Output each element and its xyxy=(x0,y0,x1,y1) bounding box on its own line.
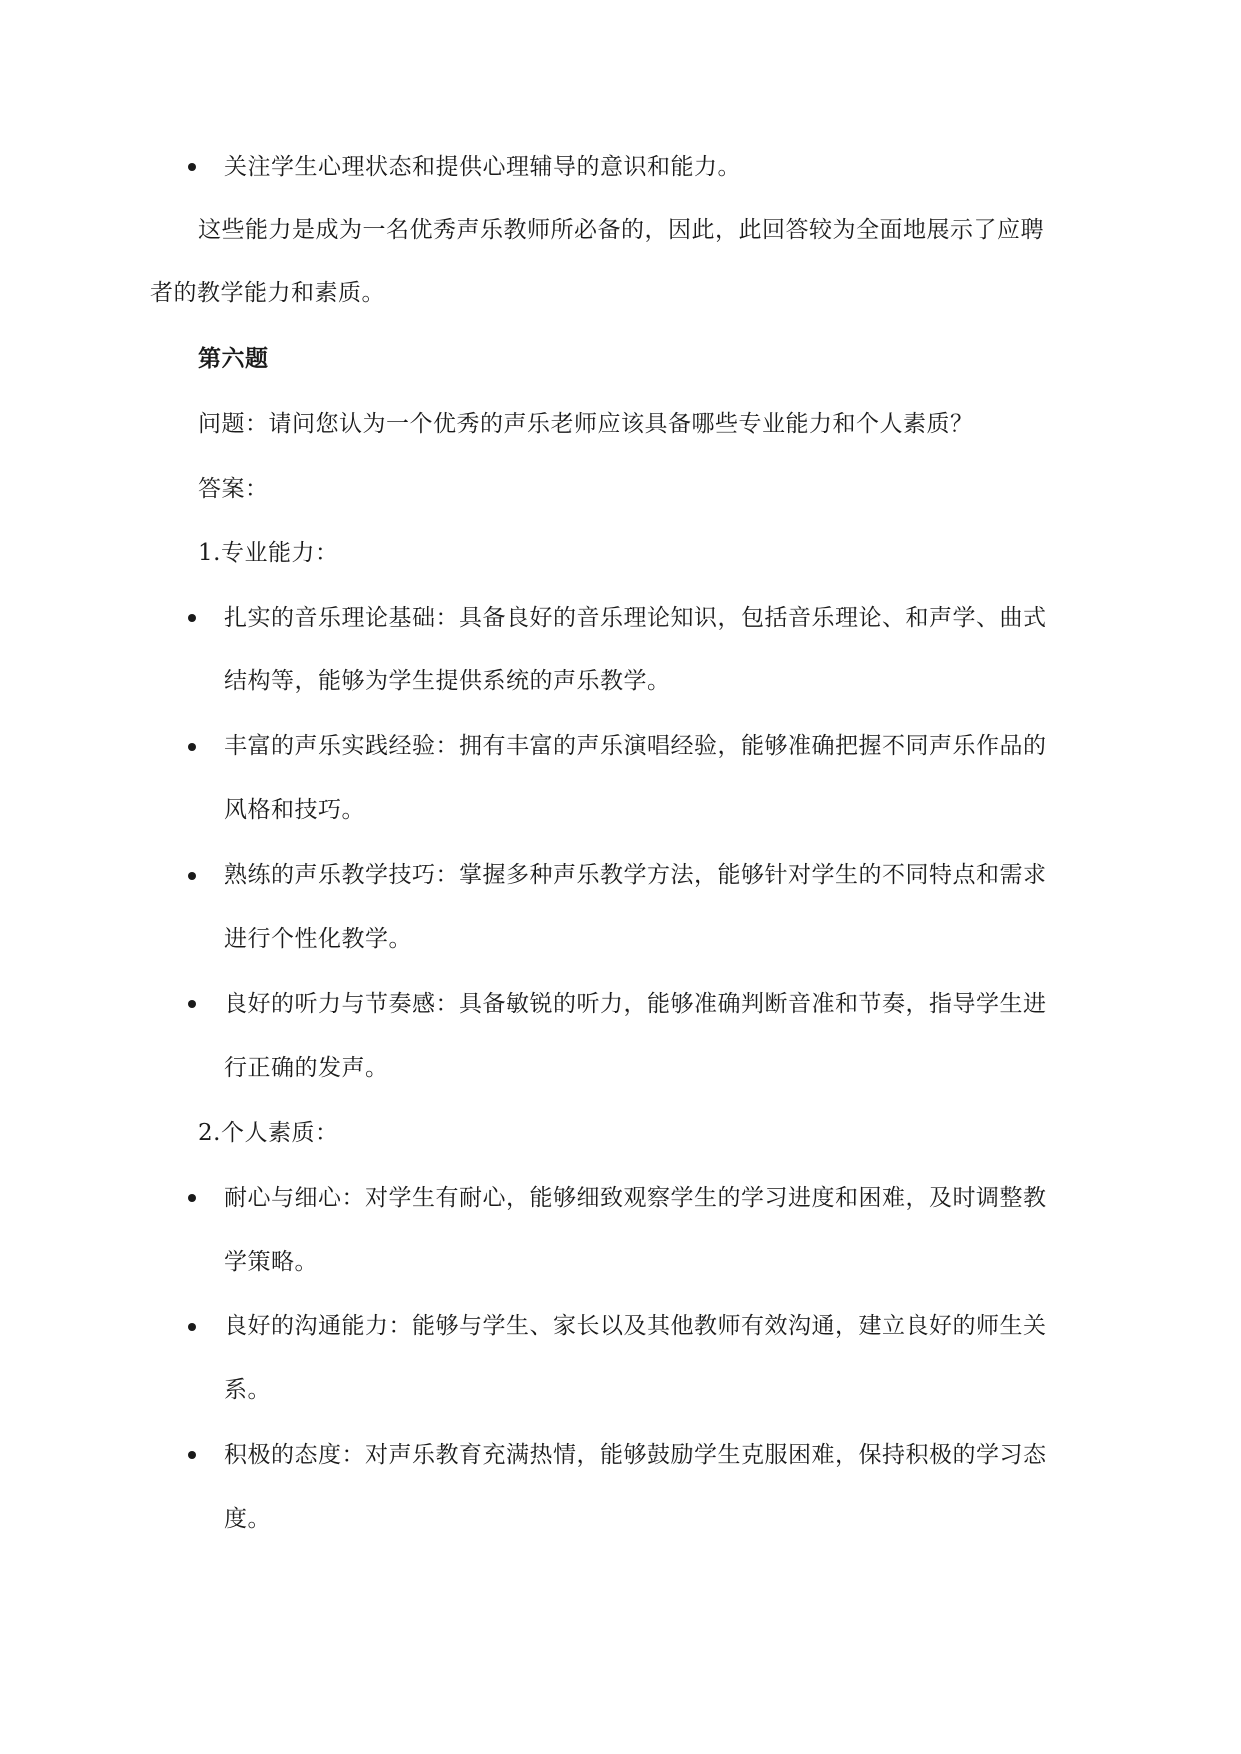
bullet-dot-icon xyxy=(188,743,196,751)
part2-item-1-line-1: 耐心与细心：对学生有耐心，能够细致观察学生的学习进度和困难，及时调整教 xyxy=(224,1185,1047,1211)
part1-title: 1.专业能力： xyxy=(198,540,339,566)
part2-item-1-line-2: 学策略。 xyxy=(224,1249,318,1275)
part1-item-1-line-2: 结构等，能够为学生提供系统的声乐教学。 xyxy=(224,668,671,694)
bullet-dot-icon xyxy=(188,1323,196,1331)
part1-item-1-line-1: 扎实的音乐理论基础：具备良好的音乐理论知识，包括音乐理论、和声学、曲式 xyxy=(224,605,1047,631)
question-text: 问题：请问您认为一个优秀的声乐老师应该具备哪些专业能力和个人素质？ xyxy=(198,411,974,437)
section-title: 第六题 xyxy=(198,345,269,372)
bullet-dot-icon xyxy=(188,1000,196,1008)
answer-label: 答案： xyxy=(198,476,269,502)
part2-title: 2.个人素质： xyxy=(198,1120,339,1146)
bullet-dot-icon xyxy=(188,1194,196,1202)
part1-item-4-line-2: 行正确的发声。 xyxy=(224,1055,389,1081)
summary-line-2: 者的教学能力和素质。 xyxy=(150,280,385,306)
summary-line-1: 这些能力是成为一名优秀声乐教师所必备的，因此，此回答较为全面地展示了应聘 xyxy=(198,217,1044,243)
bullet-dot-icon xyxy=(188,163,196,171)
part2-item-3-line-1: 积极的态度：对声乐教育充满热情，能够鼓励学生克服困难，保持积极的学习态 xyxy=(224,1442,1047,1468)
part1-item-2-line-1: 丰富的声乐实践经验：拥有丰富的声乐演唱经验，能够准确把握不同声乐作品的 xyxy=(224,733,1047,759)
bullet-dot-icon xyxy=(188,872,196,880)
part1-item-3-line-2: 进行个性化教学。 xyxy=(224,926,412,952)
part1-item-2-line-2: 风格和技巧。 xyxy=(224,797,365,823)
bullet-dot-icon xyxy=(188,614,196,622)
part1-item-4-line-1: 良好的听力与节奏感：具备敏锐的听力，能够准确判断音准和节奏，指导学生进 xyxy=(224,991,1047,1017)
part2-item-3-line-2: 度。 xyxy=(224,1506,271,1532)
part2-item-2-line-1: 良好的沟通能力：能够与学生、家长以及其他教师有效沟通，建立良好的师生关 xyxy=(224,1313,1047,1339)
bullet-dot-icon xyxy=(188,1451,196,1459)
part2-item-2-line-2: 系。 xyxy=(224,1377,271,1403)
part1-item-3-line-1: 熟练的声乐教学技巧：掌握多种声乐教学方法，能够针对学生的不同特点和需求 xyxy=(224,862,1047,888)
intro-bullet-text: 关注学生心理状态和提供心理辅导的意识和能力。 xyxy=(224,154,741,180)
